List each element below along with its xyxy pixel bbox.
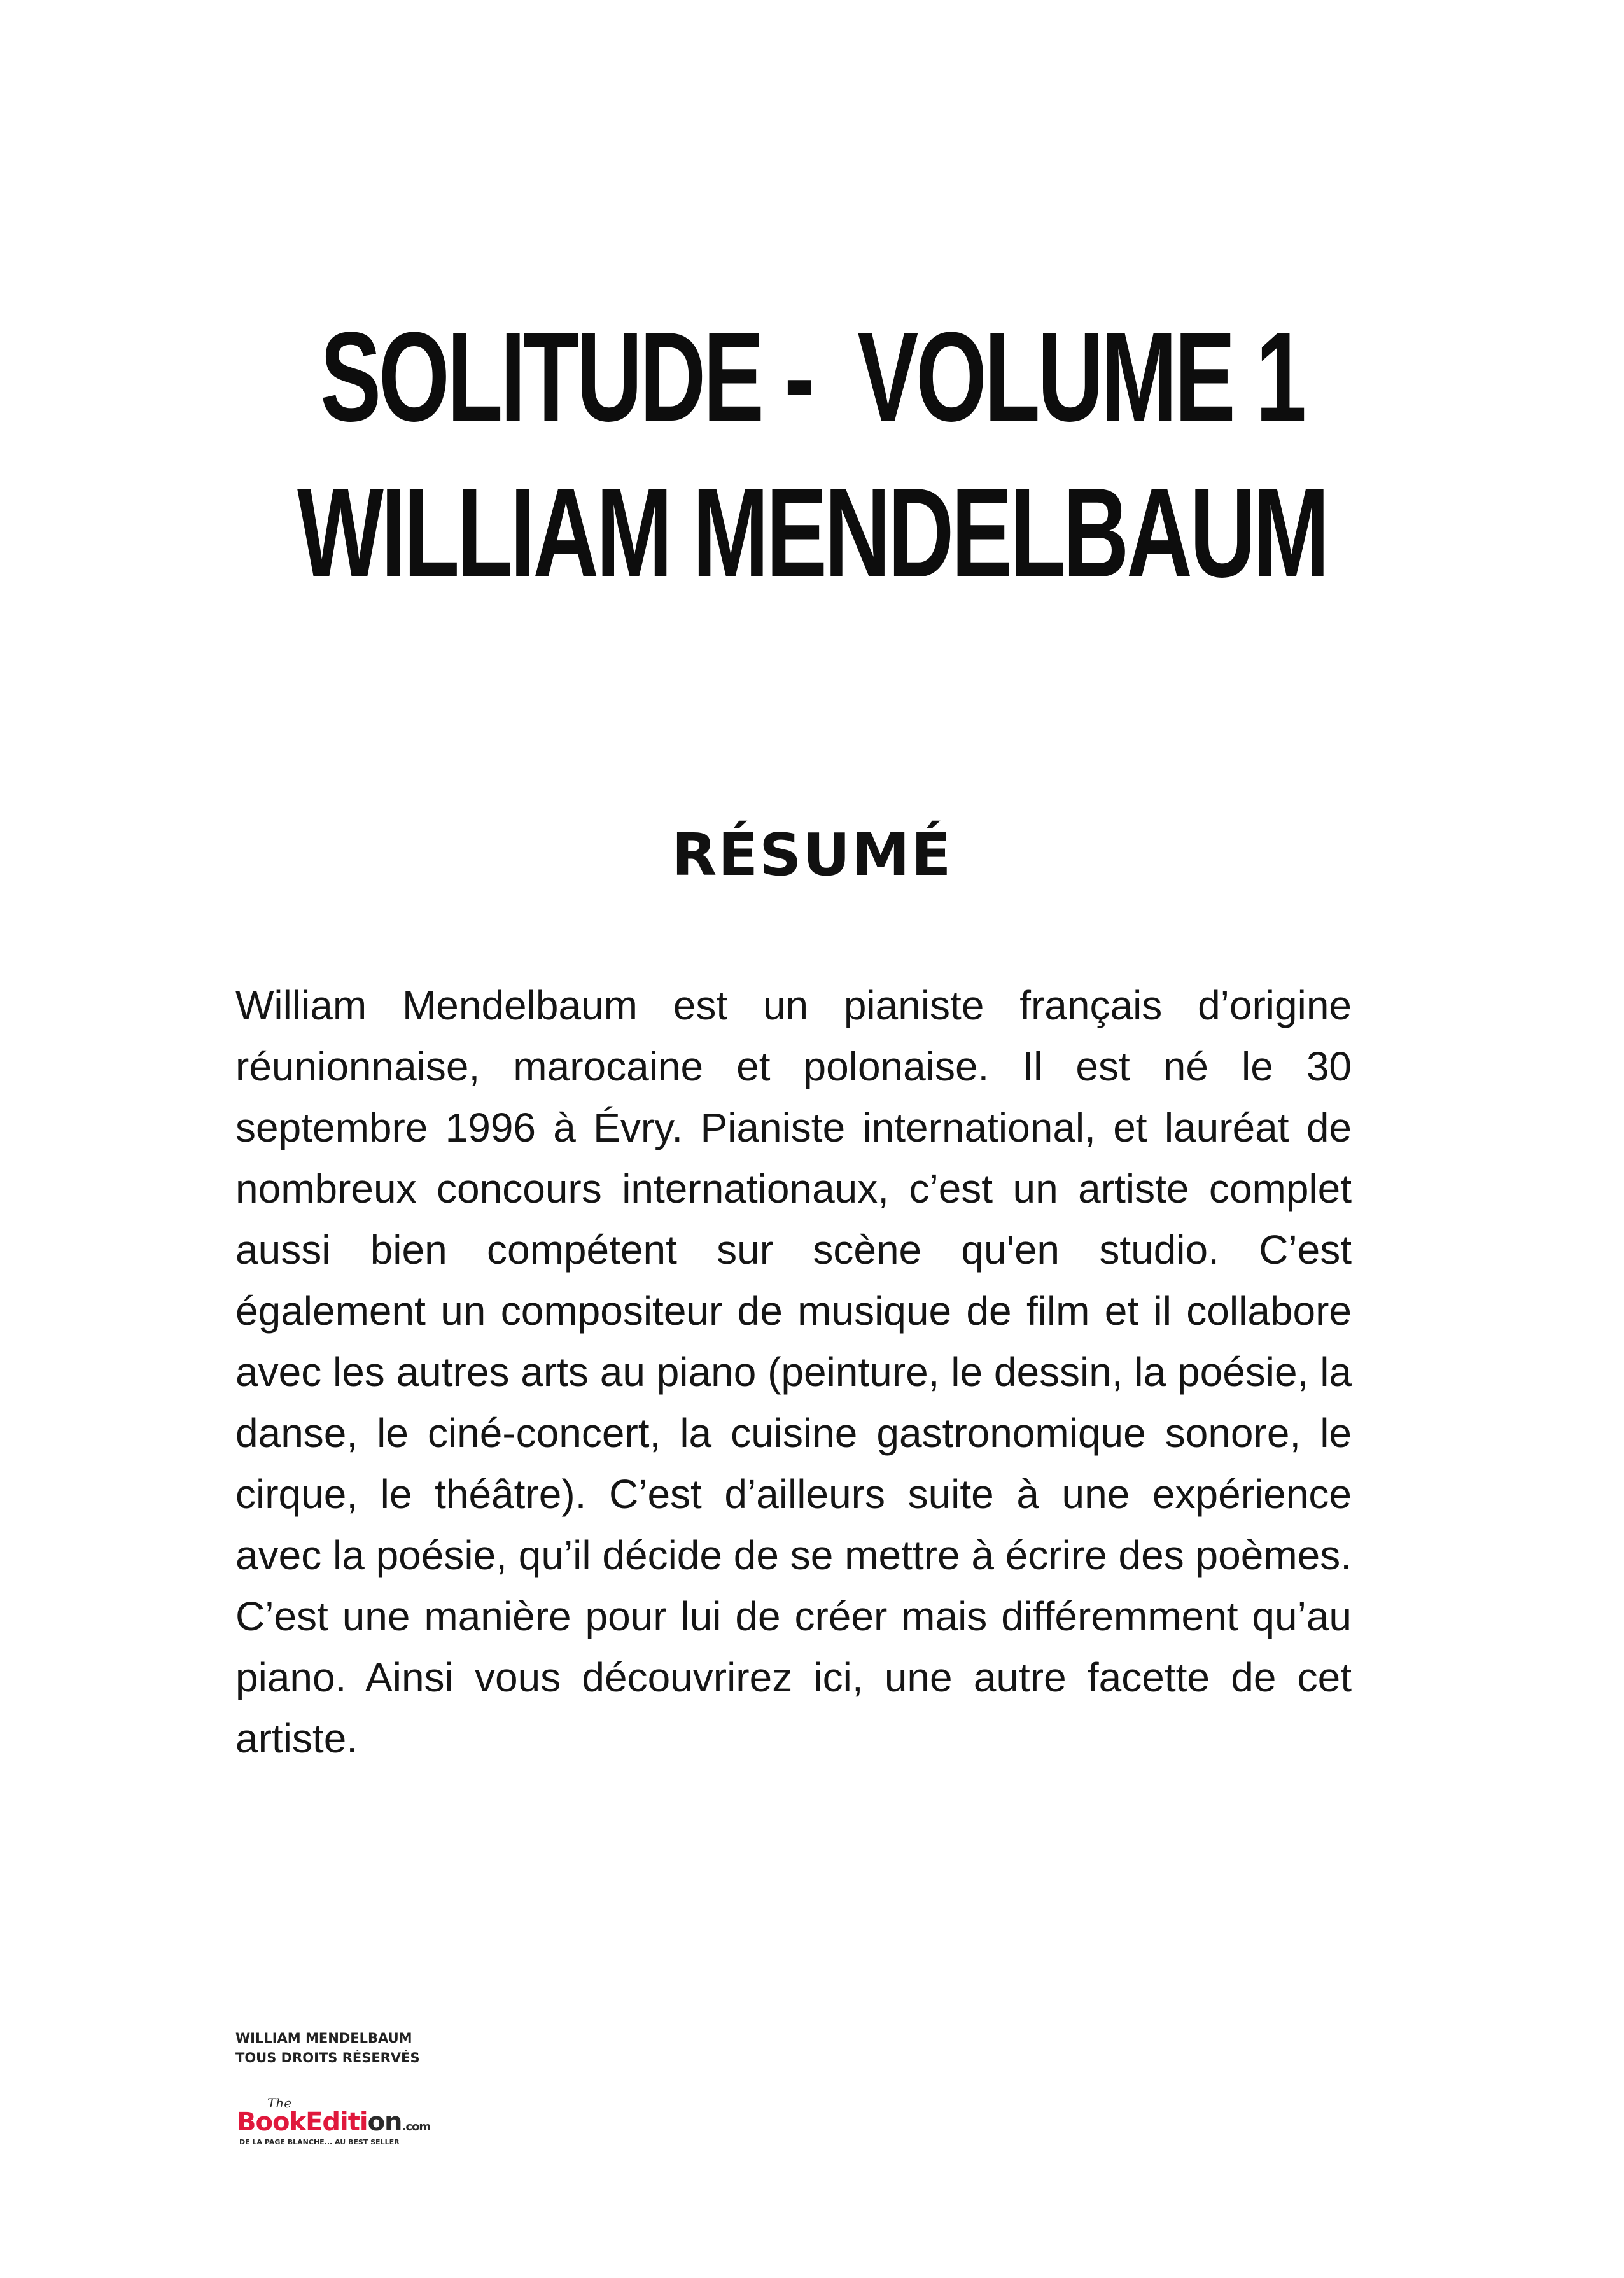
logo-tagline: DE LA PAGE BLANCHE... AU BEST SELLER [239, 2138, 400, 2146]
resume-paragraph: William Mendelbaum est un pianiste français d’origine réunionnaise, marocaine et polonaise. Il est né le 30 septembre 1996 à Évry. Pianiste international, et lauréat de nombreux concours internationaux, c’est un artiste complet aussi bien compétent sur scène qu'en studio. C’est également un compositeur de musique de film et il collabore avec les autres arts au piano (peinture, le dessin, la poésie, la danse, le ciné-concert, la cuisine gastronomique sonore, le cirque, le théâtre). C’est d’ailleurs suite à une expérience avec la poésie, qu’il décide de se mettre à écrire des poèmes. C’est une manière pour lui de créer mais différemment qu’au piano. Ainsi vous découvrirez ici, une autre facette de cet artiste. [235, 982, 1352, 1761]
logo-the: The [267, 2095, 292, 2111]
title-line-2: WILLIAM MENDELBAUM [297, 462, 1327, 604]
logo-on: on [367, 2107, 402, 2137]
book-title [0, 299, 1624, 611]
thebookedition-logo [237, 2093, 466, 2151]
logo-com: .com [402, 2120, 431, 2134]
logo-edition: Editi [305, 2107, 368, 2137]
footer-credits [235, 2029, 420, 2068]
svg-text:BookEdition.com [237, 2107, 430, 2137]
footer-author: WILLIAM MENDELBAUM [235, 2030, 412, 2046]
footer-rights: TOUS DROITS RÉSERVÉS [235, 2050, 420, 2065]
resume-heading: RÉSUMÉ [671, 821, 953, 889]
title-line-1: SOLITUDE - VOLUME 1 [320, 306, 1304, 448]
logo-book: Book [237, 2107, 306, 2137]
